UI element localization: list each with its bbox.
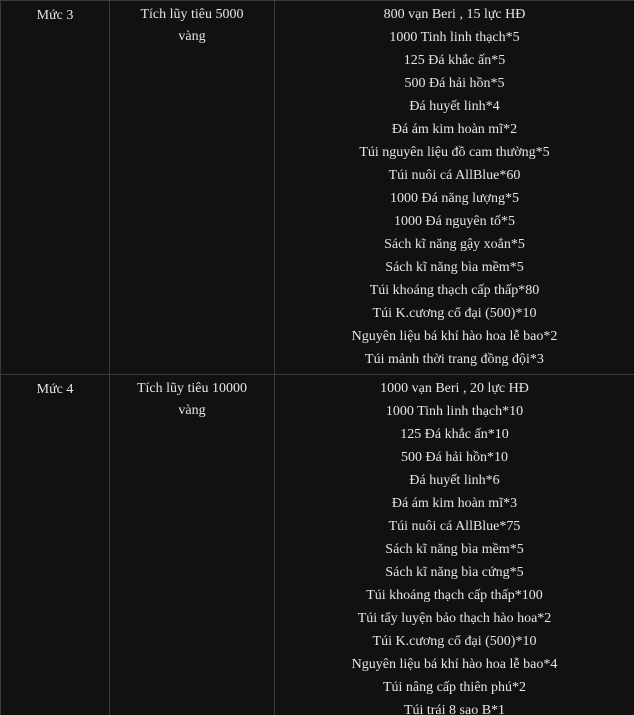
table-row [1, 375, 634, 715]
reward-item: Túi trái 8 sao B*1 [403, 703, 506, 715]
condition-text: Tích lũy tiêu 5000 vàng [140, 7, 244, 44]
table-row [1, 1, 634, 375]
reward-item: Nguyên liệu bá khí hào hoa lễ bao*4 [351, 657, 558, 672]
reward-list [275, 375, 634, 715]
reward-item: 1000 Đá nguyên tố*5 [394, 214, 515, 229]
reward-item: Nguyên liệu bá khí hào hoa lễ bao*2 [351, 329, 558, 344]
reward-item: Túi K.cương cổ đại (500)*10 [372, 634, 537, 649]
condition-text: Tích lũy tiêu 10000 vàng [136, 381, 248, 418]
reward-list [275, 1, 634, 374]
reward-item: 500 Đá hải hồn*10 [401, 450, 508, 465]
condition-cell [110, 1, 275, 375]
reward-item: Túi nâng cấp thiên phú*2 [382, 680, 527, 695]
reward-item: Sách kĩ năng bìa mềm*5 [385, 260, 524, 275]
reward-item: Túi khoáng thạch cấp thấp*80 [369, 283, 540, 298]
reward-item: Túi khoáng thạch cấp thấp*100 [366, 588, 543, 603]
reward-item: Sách kĩ năng bìa mềm*5 [385, 542, 524, 557]
reward-item: Đá huyết linh*6 [409, 473, 500, 488]
reward-item: Túi nuôi cá AllBlue*60 [388, 168, 521, 183]
reward-item: 125 Đá khắc ấn*10 [400, 427, 509, 442]
reward-item: Sách kĩ năng gậy xoắn*5 [384, 237, 525, 252]
reward-item: Túi nguyên liệu đồ cam thường*5 [359, 145, 550, 160]
reward-item: Túi mảnh thời trang đồng đội*3 [365, 352, 544, 367]
reward-item: Túi K.cương cổ đại (500)*10 [372, 306, 537, 321]
reward-item: Túi nuôi cá AllBlue*75 [388, 519, 521, 534]
reward-item: Sách kĩ năng bìa cứng*5 [385, 565, 524, 580]
level-cell: Mức 3 [1, 1, 110, 375]
reward-item: 1000 Tinh linh thạch*10 [385, 404, 524, 419]
condition-cell [110, 375, 275, 715]
reward-item: 1000 Đá năng lượng*5 [390, 191, 519, 206]
reward-item: Túi tẩy luyện bảo thạch hào hoa*2 [357, 611, 552, 626]
reward-item: 1000 vạn Beri , 20 lực HĐ [380, 381, 529, 396]
reward-items-cell [275, 375, 634, 715]
level-cell: Mức 4 [1, 375, 110, 715]
reward-item: Đá ám kim hoàn mĩ*3 [391, 496, 518, 511]
reward-items-cell [275, 1, 634, 375]
reward-item: Đá huyết linh*4 [409, 99, 500, 114]
reward-item: 800 vạn Beri , 15 lực HĐ [383, 7, 526, 22]
reward-item: 500 Đá hải hồn*5 [404, 76, 505, 91]
reward-item: Đá ám kim hoàn mĩ*2 [391, 122, 518, 137]
reward-item: 125 Đá khắc ấn*5 [403, 53, 506, 68]
reward-item: 1000 Tinh linh thạch*5 [389, 30, 520, 45]
